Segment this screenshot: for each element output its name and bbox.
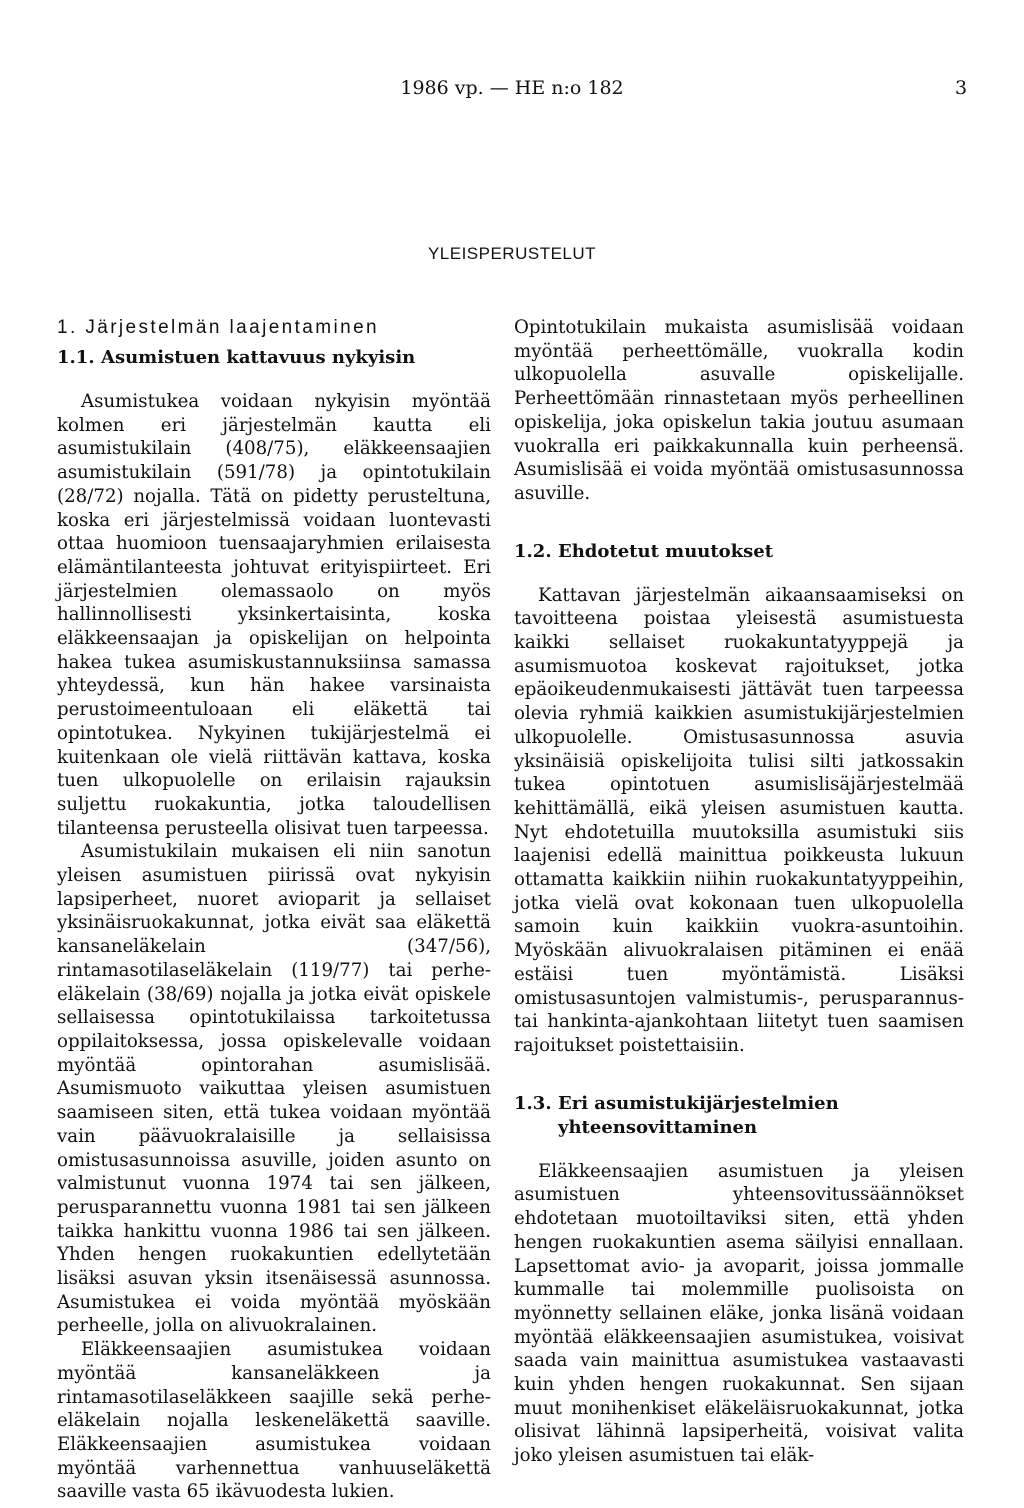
- section-heading-1-3: [514, 1092, 964, 1140]
- running-title: 1986 vp. — HE n:o 182: [400, 77, 624, 99]
- paragraph: Eläkkeensaajien asumistukea voidaan myöntää kansaneläkkeen ja rintamasotilaseläkkeen saajille sekä perhe-eläkelain nojalla leskeneläkettä saaville. Eläkkeensaajien asumistukea voidaan myöntää varhennettua vanhuuseläkettä saaville vasta 65 ikävuodesta lukien.: [57, 1339, 491, 1503]
- section-title: Ehdotetut muutokset: [558, 540, 774, 562]
- section-heading-1: 1. Järjestelmän laajentaminen: [57, 317, 380, 338]
- main-title: YLEISPERUSTELUT: [427, 244, 597, 263]
- section-title: Asumistuen kattavuus nykyisin: [101, 347, 416, 368]
- paragraph: Kattavan järjestelmän aikaansaamiseksi on tavoitteena poistaa yleisestä asumistuesta kaikki sellaiset ruokakuntatyyppejä ja asumismuotoa koskevat rajoitukset, jotka epäoikeudenmukaisesti jättävät tuen tarpeessa olevia ryhmiä kaikkien asumistukijärjestelmien ulkopuolelle. Omistusasunnossa asuvia yksinäisiä opiskelijoita tulisi silti jatkossakin tukea opintotuen asumislisäjärjestelmää kehittämällä, eikä yleisen asumistuen kautta. Nyt ehdotetuilla muutoksilla asumistuki siis laajenisi edellä mainittua poikkeusta lukuun ottamatta kaikkiin niihin ruokakuntatyyppeihin, jotka vielä ovat kokonaan tuen ulkopuolella samoin kuin kaikkiin vuokra-asuntoihin. Myöskään alivuokralaisen pitäminen ei enää estäisi tuen myöntämistä. Lisäksi omistusasuntojen valmistumis-, perusparannus- tai hankinta-ajankohtaan liitetyt tuen saamisen rajoitukset poistettaisiin.: [514, 584, 964, 1056]
- right-column: [514, 316, 964, 1468]
- section-number: 1.2.: [514, 540, 552, 562]
- section-heading-1-2: [514, 540, 964, 564]
- paragraph: Asumistukea voidaan nykyisin myöntää kolmen eri järjestelmän kautta eli asumistukilain (408/75), eläkkeensaajien asumistukilain (591/78) ja opintotukilain (28/72) nojalla. Tätä on pidetty perusteltuna, koska eri järjestelmissä voidaan luontevasti ottaa huomioon tuensaajaryhmien erilaisesta elämäntilanteesta johtuvat erityispiirteet. Eri järjestelmien olemassaolo on myös hallinnollisesti yksinkertaisinta, koska eläkkeensaajan ja opiskelijan on helpointa hakea tukea asumiskustannuksiinsa samassa yhteydessä, kun hän hakee varsinaista perustoimeentuloaan eli eläkettä tai opintotukea. Nykyinen tukijärjestelmä ei kuitenkaan ole vielä riittävän kattava, koska tuen ulkopuolelle on erilaisin rajauksin suljettu ruokakuntia, jotka taloudellisen tilanteensa perusteella olisivat tuen tarpeessa.: [57, 391, 491, 839]
- section-number: 1.1.: [57, 347, 95, 368]
- section-heading-1-1: [57, 346, 491, 370]
- paragraph: Asumistukilain mukaisen eli niin sanotun yleisen asumistuen piirissä ovat nykyisin lapsiperheet, nuoret avioparit ja sellaiset yksinäisruokakunnat, jotka eivät saa eläkettä kansaneläkelain (347/56), rintamasotilaseläkelain (119/77) tai perhe-eläkelain (38/69) nojalla ja jotka eivät opiskele sellaisessa opintotukilaissa tarkoitetussa oppilaitoksessa, jossa opiskelevalle voidaan myöntää opintorahan asumislisää. Asumismuoto vaikuttaa yleisen asumistuen saamiseen siten, että tukea voidaan myöntää vain päävuokralaisille ja sellaisissa omistusasunnoissa asuville, joiden asunto on valmistunut vuonna 1974 tai sen jälkeen, perusparannettu vuonna 1981 tai sen jälkeen taikka hankittu vuonna 1986 tai sen jälkeen. Yhden hengen ruokakuntien edellytetään lisäksi asuvan yksin itsenäisessä asunnossa. Asumistukea ei voida myöntää myöskään perheelle, jolla on alivuokralainen.: [57, 841, 491, 1337]
- section-title: Eri asumistukijärjestelmien yhteensovittaminen: [558, 1092, 839, 1138]
- page-number: 3: [955, 77, 968, 99]
- section-number: 1.3.: [514, 1092, 552, 1114]
- paragraph: Opintotukilain mukaista asumislisää voidaan myöntää perheettömälle, vuokralla kodin ulkopuolella asuvalle opiskelijalle. Perheettömään rinnastetaan myös perheellinen opiskelija, joka opiskelun takia joutuu asumaan vuokralla eri paikkakunnalla kuin perheensä. Asumislisää ei voida myöntää omistusasunnossa asuville.: [514, 317, 964, 504]
- left-column: [57, 316, 491, 1504]
- paragraph: Eläkkeensaajien asumistuen ja yleisen asumistuen yhteensovitussäännökset ehdotetaan muotoiltaviksi siten, että yhden hengen ruokakuntien asema säilyisi ennallaan. Lapsettomat avio- ja avoparit, joissa jommalle kummalle tai molemmille puolisoista on myönnetty sellainen eläke, jonka lisänä voidaan myöntää eläkkeensaajien asumistukea, voisivat saada vain mainittua asumistukea vastaavasti kuin yhden hengen ruokakunnat. Sen sijaan muut monihenkiset eläkeläisruokakunnat, jotka olisivat lähinnä lapsiperheitä, voisivat valita joko yleisen asumistuen tai eläk-: [514, 1160, 964, 1467]
